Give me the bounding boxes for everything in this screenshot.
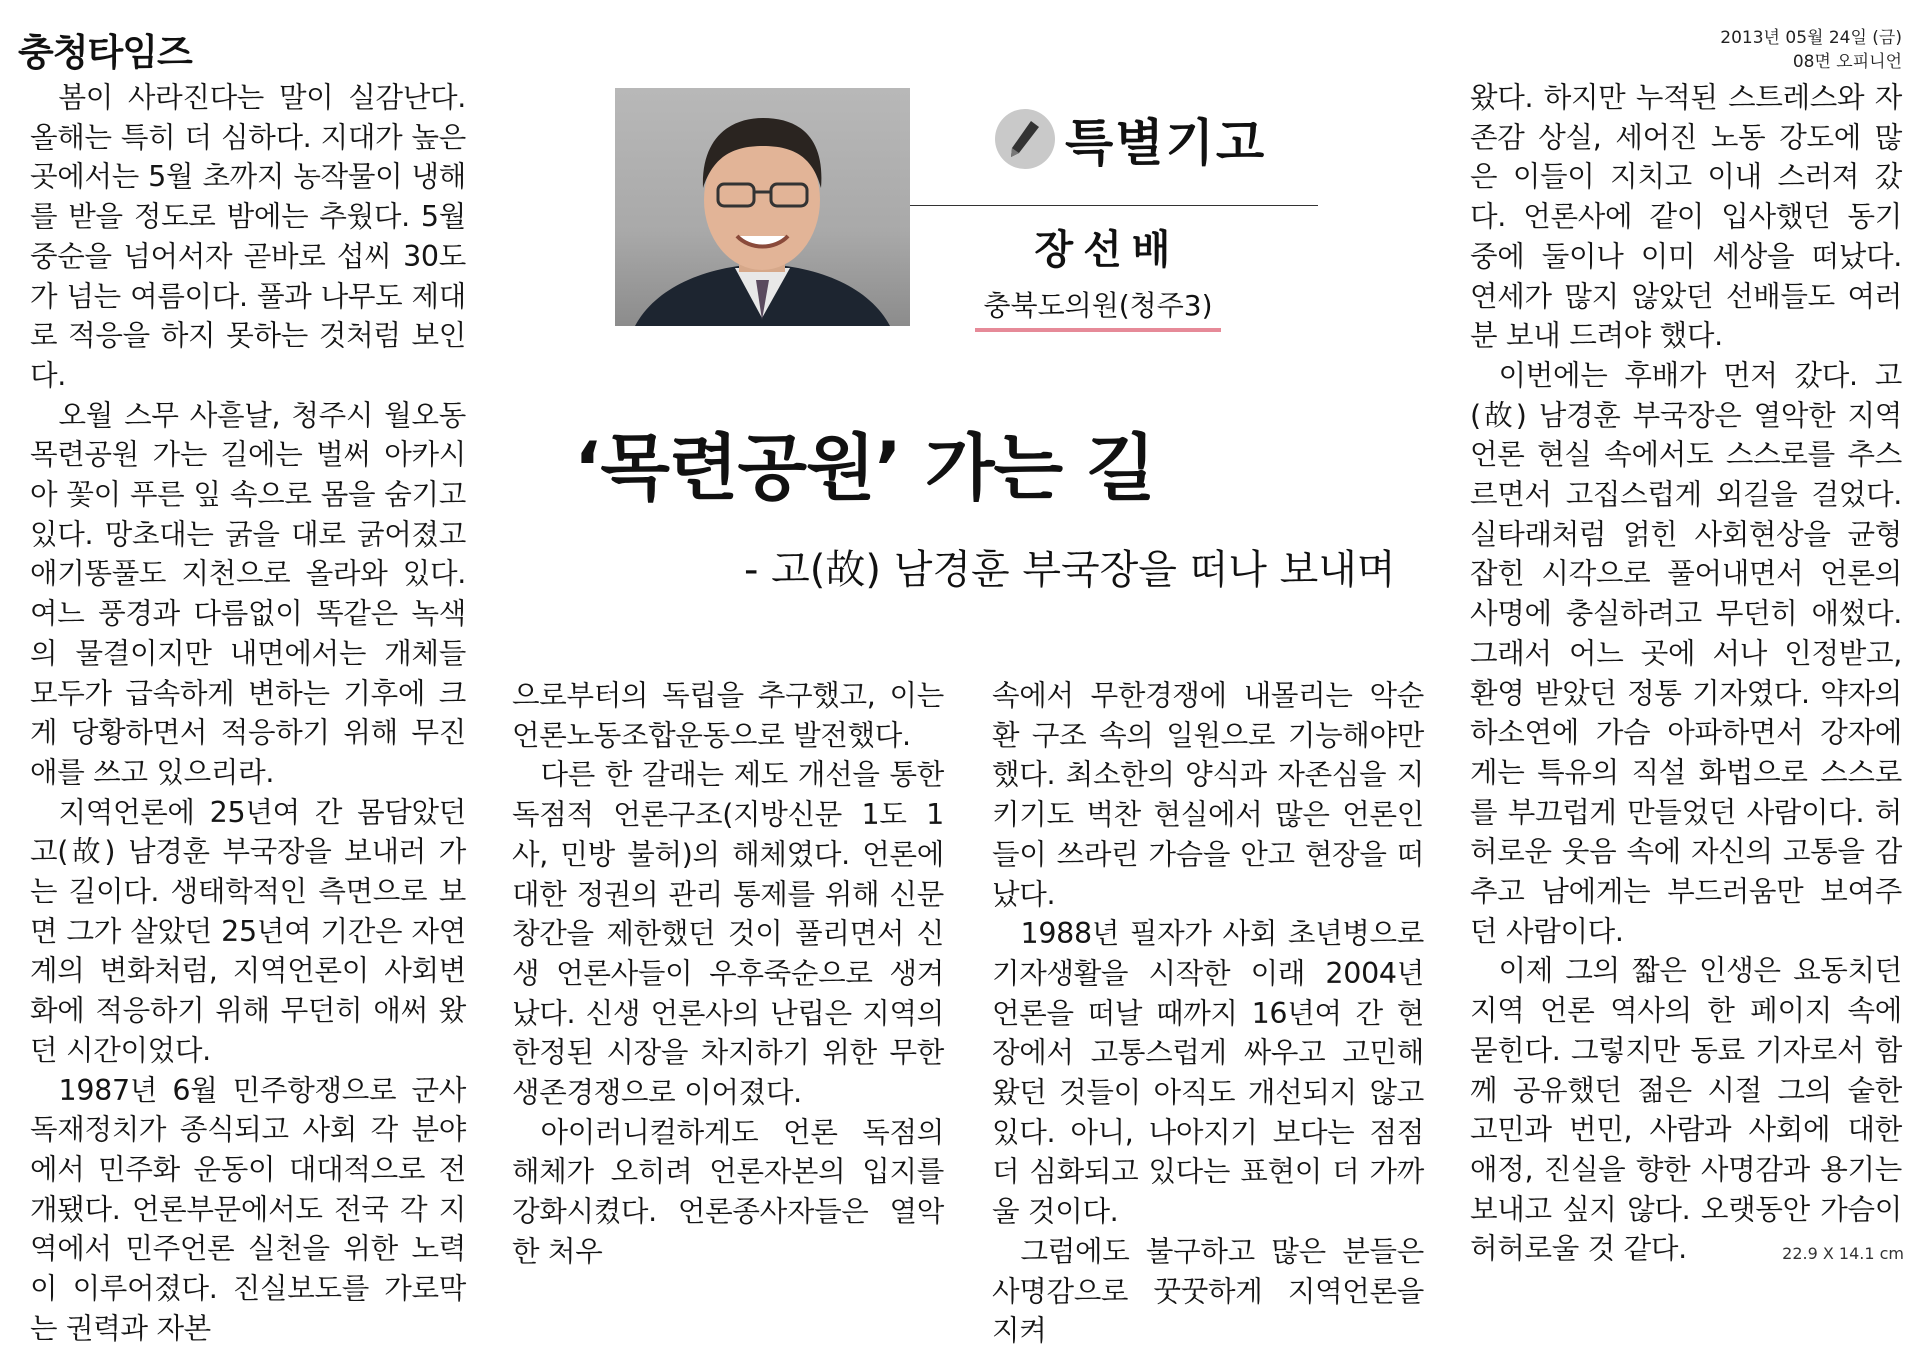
newspaper-masthead: 충청타임즈	[18, 31, 192, 74]
author-portrait-image	[615, 88, 910, 326]
article-paragraph: 봄이 사라진다는 말이 실감난다. 올해는 특히 더 심하다. 지대가 높은 곳에서는 5월 초까지 농작물이 냉해를 받을 정도로 밤에는 추웠다. 5월 중순을 넘어서자 곧바로 섭씨 30도가 넘는 여름이다. 풀과 나무도 제대로 적응을 하지 못하는 것처럼 보인다.	[30, 81, 466, 392]
article-column-2	[512, 676, 944, 1272]
article-headline: ‘목련공원’ 가는 길	[574, 426, 1155, 510]
issue-date: 2013년 05월 24일 (금)	[1720, 28, 1902, 48]
article-paragraph: 이제 그의 짧은 인생은 요동치던 지역 언론 역사의 한 페이지 속에 묻힌다. 그렇지만 동료 기자로서 함께 공유했던 젊은 시절 그의 숱한 고민과 번민, 사람과 사회에 대한 애정, 진실을 향한 사명감과 용기는 보내고 싶지 않다. 오랫동안 가슴이 허허로울 것 같다.	[1470, 954, 1902, 1266]
pencil-icon	[995, 109, 1055, 169]
article-paragraph: 속에서 무한경쟁에 내몰리는 악순환 구조 속의 일원으로 기능해야만 했다. 최소한의 양식과 자존심을 지키기도 벅찬 현실에서 많은 언론인들이 쓰라린 가슴을 안고 현장을 떠났다.	[992, 679, 1424, 911]
article-column-1	[30, 78, 466, 1349]
dateline	[1720, 26, 1902, 74]
article-paragraph: 아이러니컬하게도 언론 독점의 해체가 오히려 언론자본의 입지를 강화시켰다. 언론종사자들은 열악한 처우	[512, 1115, 944, 1268]
article-paragraph: 이번에는 후배가 먼저 갔다. 고(故) 남경훈 부국장은 열악한 지역언론 현실 속에서도 스스로를 추스르면서 고집스럽게 외길을 걸었다. 실타래처럼 얽힌 사회현상을 균형 잡힌 시각으로 풀어내면서 언론의 사명에 충실하려고 무던히 애썼다. 그래서 어느 곳에 서나 인정받고, 환영 받았던 정통 기자였다. 약자의 하소연에 가슴 아파하면서 강자에게는 특유의 직설 화법으로 스스로를 부끄럽게 만들었던 사람이다. 허허로운 웃음 속에 자신의 고통을 감추고 남에게는 부드러움만 보여주던 사람이다.	[1470, 358, 1902, 948]
article-paragraph: 지역언론에 25년여 간 몸담았던 고(故) 남경훈 부국장을 보내러 가는 길이다. 생태학적인 측면으로 보면 그가 살았던 25년여 기간은 자연계의 변화처럼, 지역언론이 사회변화에 적응하기 위해 무던히 애써 왔던 시간이었다.	[30, 795, 466, 1067]
article-column-3	[992, 676, 1424, 1351]
author-name: 장선배	[1034, 227, 1181, 273]
clipping-size-note: 22.9 X 14.1 cm	[1782, 1244, 1904, 1263]
special-contribution-heading	[995, 103, 1266, 175]
article-paragraph: 왔다. 하지만 누적된 스트레스와 자존감 상실, 세어진 노동 강도에 많은 이들이 지치고 이내 스러져 갔다. 언론사에 같이 입사했던 동기 중에 둘이나 이미 세상을 떠났다. 연세가 많지 않았던 선배들도 여러분 보내 드려야 했다.	[1470, 81, 1902, 353]
article-paragraph: 으로부터의 독립을 추구했고, 이는 언론노동조합운동으로 발전했다.	[512, 679, 944, 752]
article-paragraph: 1987년 6월 민주항쟁으로 군사 독재정치가 종식되고 사회 각 분야에서 민주화 운동이 대대적으로 전개됐다. 언론부문에서도 전국 각 지역에서 민주언론 실천을 위한 노력이 이루어졌다. 진실보도를 가로막는 권력과 자본	[30, 1073, 466, 1345]
page-section: 08면 오피니언	[1792, 52, 1902, 72]
article-paragraph: 그럼에도 불구하고 많은 분들은 사명감으로 꿋꿋하게 지역언론을 지켜	[992, 1234, 1424, 1348]
article-paragraph: 오월 스무 사흗날, 청주시 월오동 목련공원 가는 길에는 벌써 아카시아 꽃이 푸른 잎 속으로 몸을 숨기고 있다. 망초대는 굵을 대로 굵어졌고 애기똥풀도 지천으로 올라와 있다. 여느 풍경과 다름없이 똑같은 녹색의 물결이지만 내면에서는 개체들 모두가 급속하게 변하는 기후에 크게 당황하면서 적응하기 위해 무진 애를 쓰고 있으리라.	[30, 398, 466, 789]
author-photo	[615, 88, 910, 326]
author-affiliation: 충북도의원(청주3)	[975, 284, 1221, 332]
special-label: 특별기고	[1065, 113, 1267, 172]
article-subheadline: - 고(故) 남경훈 부국장을 떠나 보내며	[744, 547, 1396, 593]
article-column-4	[1470, 78, 1902, 1269]
article-paragraph: 다른 한 갈래는 제도 개선을 통한 독점적 언론구조(지방신문 1도 1사, 민방 불허)의 해체였다. 언론에 대한 정권의 관리 통제를 위해 신문 창간을 제한했던 것이 풀리면서 신생 언론사들이 우후죽순으로 생겨났다. 신생 언론사의 난립은 지역의 한정된 시장을 차지하기 위한 무한 생존경쟁으로 이어졌다.	[512, 758, 944, 1110]
header-divider	[910, 205, 1318, 206]
article-paragraph: 1988년 필자가 사회 초년병으로 기자생활을 시작한 이래 2004년 언론을 떠날 때까지 16년여 간 현장에서 고통스럽게 싸우고 고민해 왔던 것들이 아직도 개선되지 않고 있다. 아니, 나아지기 보다는 점점 더 심화되고 있다는 표현이 더 가까울 것이다.	[992, 917, 1424, 1229]
